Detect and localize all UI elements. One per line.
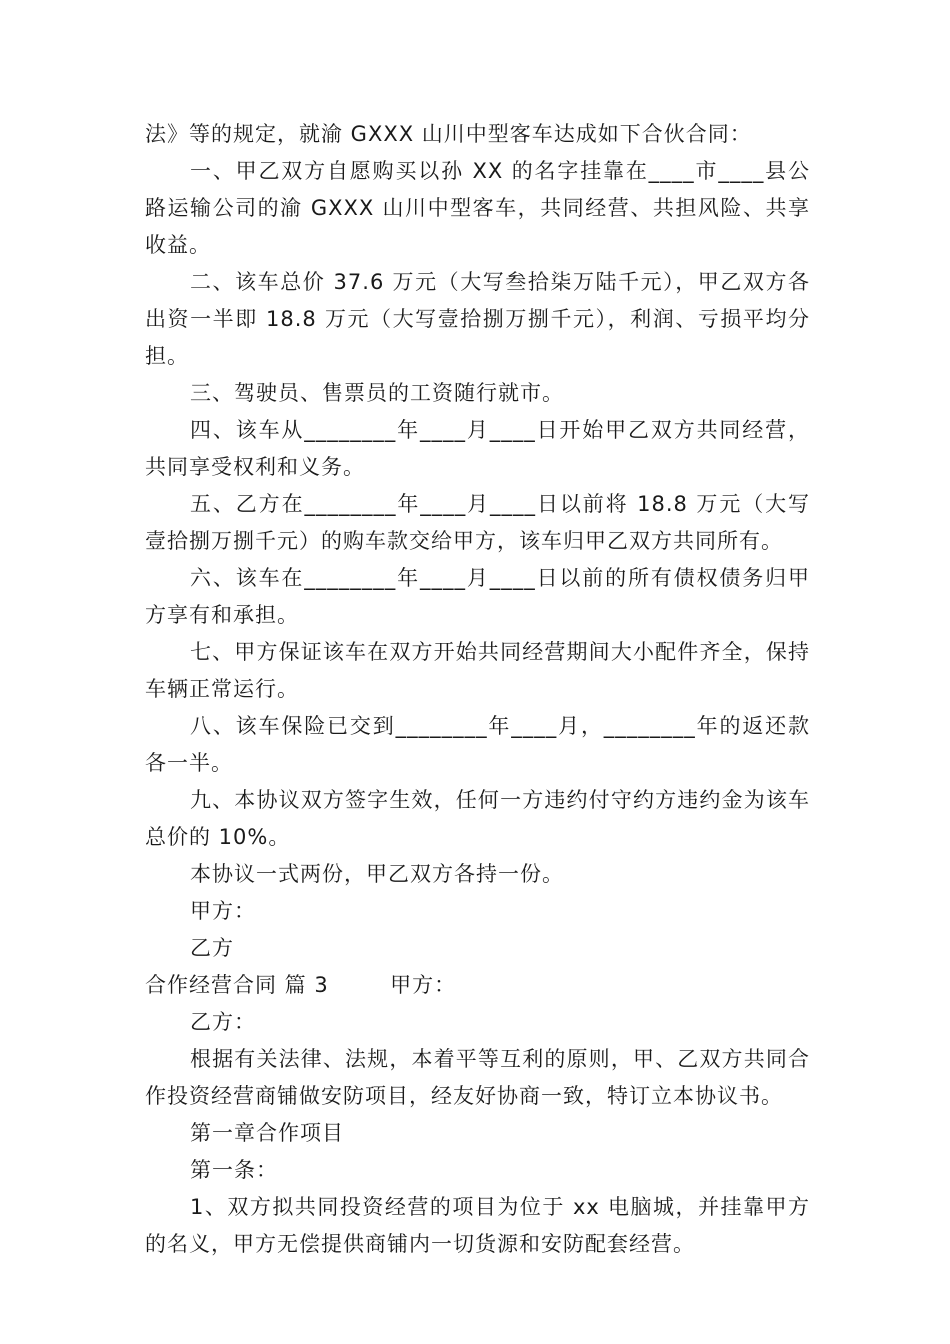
party-a-signature-line: 甲方： — [190, 899, 256, 923]
paragraph-clause-5: 五、乙方在________年____月____日以前将 18.8 万元（大写壹拾捌万捌千元）的购车款交给甲方，该车归甲乙双方共同所有。 — [145, 492, 810, 553]
article-1-title: 第一条： — [190, 1158, 278, 1182]
contract-3-heading: 合作经营合同 篇 3 甲方： — [145, 973, 457, 997]
paragraph-clause-8: 八、该车保险已交到________年____月，________年的返还款各一半。 — [145, 714, 810, 775]
article-1-item-1: 1、双方拟共同投资经营的项目为位于 xx 电脑城，并挂靠甲方的名义，甲方无偿提供商铺内一切货源和安防配套经营。 — [145, 1195, 810, 1256]
paragraph-clause-3: 三、驾驶员、售票员的工资随行就市。 — [190, 381, 564, 405]
party-b-signature-line: 乙方 — [190, 936, 234, 960]
paragraph-copies: 本协议一式两份，甲乙双方各持一份。 — [190, 862, 564, 886]
chapter-1-title: 第一章合作项目 — [190, 1121, 344, 1145]
paragraph-clause-4: 四、该车从________年____月____日开始甲乙双方共同经营，共同享受权利和义务。 — [145, 418, 810, 479]
document-body — [145, 116, 810, 1263]
paragraph-intro: 法》等的规定，就渝 GXXX 山川中型客车达成如下合伙合同： — [145, 122, 752, 146]
contract-3-party-b: 乙方： — [190, 1010, 256, 1034]
paragraph-clause-7: 七、甲方保证该车在双方开始共同经营期间大小配件齐全，保持车辆正常运行。 — [145, 640, 810, 701]
paragraph-clause-1: 一、甲乙双方自愿购买以孙 XX 的名字挂靠在____市____县公路运输公司的渝 GXXX 山川中型客车，共同经营、共担风险、共享收益。 — [145, 159, 810, 257]
paragraph-clause-9: 九、本协议双方签字生效，任何一方违约付守约方违约金为该车总价的 10%。 — [145, 788, 810, 849]
contract-3-preamble: 根据有关法律、法规，本着平等互利的原则，甲、乙双方共同合作投资经营商铺做安防项目，经友好协商一致，特订立本协议书。 — [145, 1047, 810, 1108]
paragraph-clause-2: 二、该车总价 37.6 万元（大写叁拾柒万陆千元），甲乙双方各出资一半即 18.8 万元（大写壹拾捌万捌千元），利润、亏损平均分担。 — [145, 270, 810, 368]
paragraph-clause-6: 六、该车在________年____月____日以前的所有债权债务归甲方享有和承担。 — [145, 566, 810, 627]
